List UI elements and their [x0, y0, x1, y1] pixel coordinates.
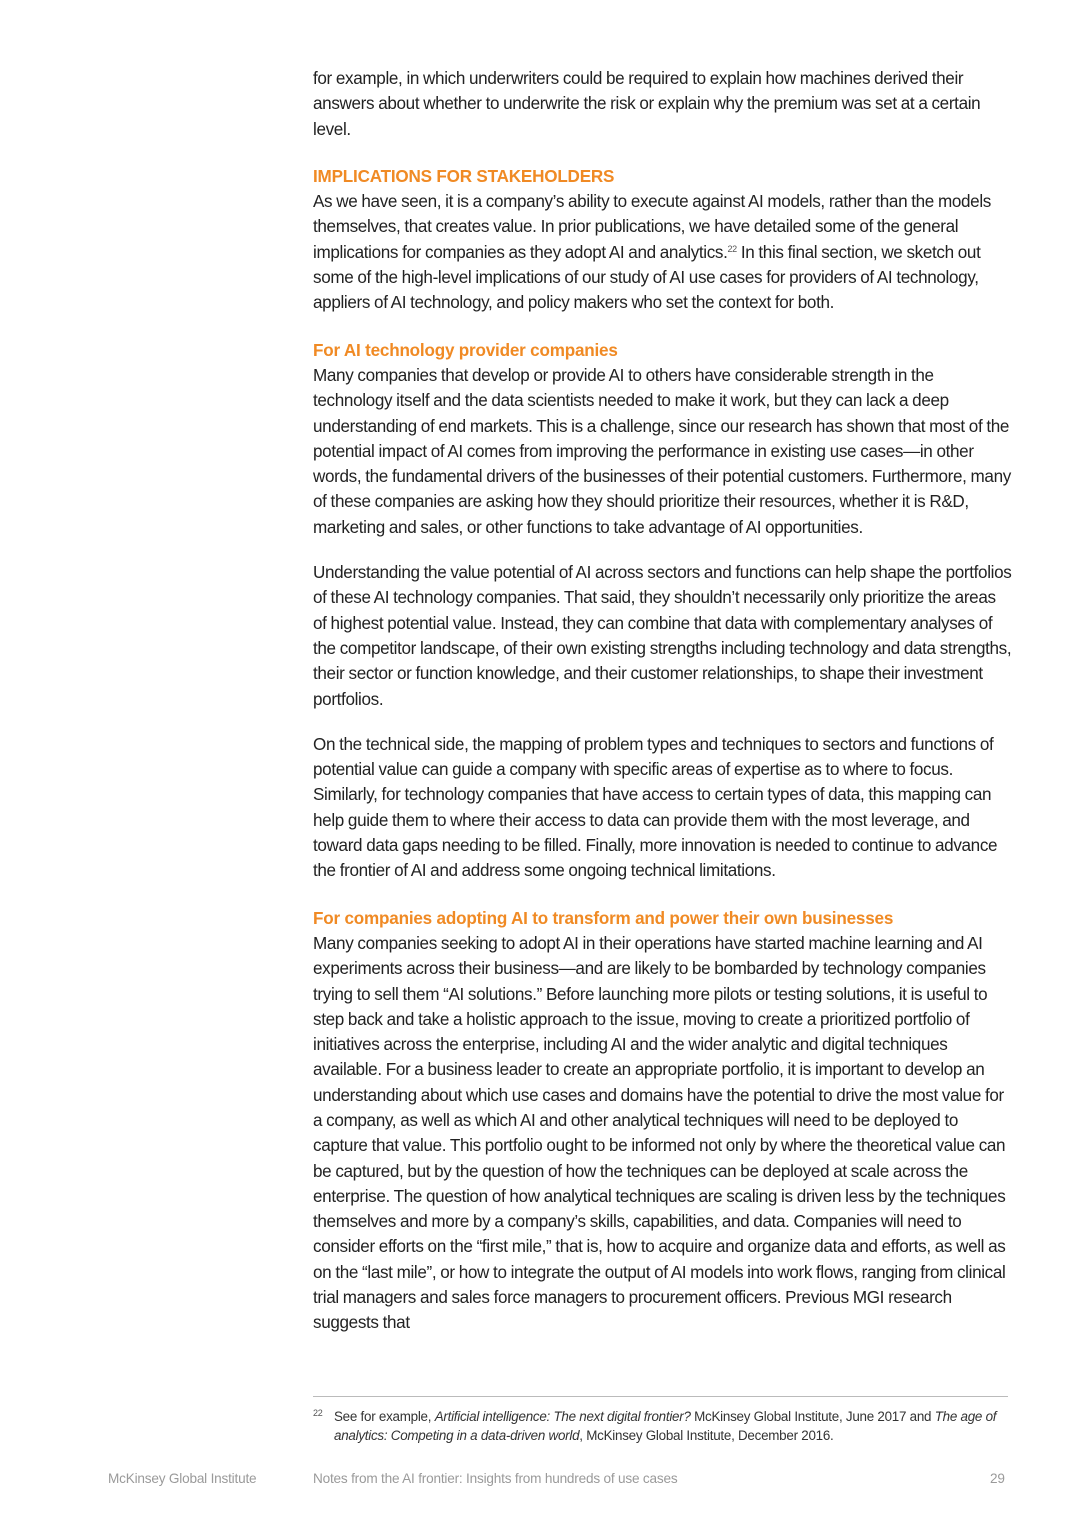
footnote-segment: , McKinsey Global Institute, December 2016. [579, 1428, 834, 1443]
footnote-text [334, 1407, 1013, 1445]
footnote [313, 1407, 1013, 1445]
section-heading-implications: IMPLICATIONS FOR STAKEHOLDERS [313, 166, 615, 186]
footer-report-title: Notes from the AI frontier: Insights from hundreds of use cases [313, 1471, 678, 1486]
footnote-citation-title: Artificial intelligence: The next digital frontier? [434, 1409, 691, 1424]
page-number: 29 [990, 1471, 1005, 1486]
subheading-providers: For AI technology provider companies [313, 340, 618, 360]
main-text-column [313, 66, 1013, 1336]
footnote-divider [313, 1396, 1008, 1397]
footer-publisher: McKinsey Global Institute [108, 1471, 257, 1486]
footnote-citation-title: The age of analytics: Competing in a data-driven world [334, 1409, 997, 1443]
paragraph-providers-3: On the technical side, the mapping of problem types and techniques to sectors and functions of potential value can guide a company with specific areas of expertise as to where to focus. Similarly, for technology companies that have access to certain types of data, this mapping can help guide them to where their access to data can provide them with the most leverage, and toward data gaps needing to be filled. Finally, more innovation is needed to continue to advance the frontier of AI and address some ongoing technical limitations. [313, 734, 998, 881]
paragraph-text: As we have seen, it is a company’s ability to execute against AI models, rather than the models themselves, that creates value. In prior publications, we have detailed some of the general implications for companies as they adopt AI and analytics. [313, 192, 991, 262]
footnote-number: 22 [313, 1408, 323, 1418]
footnote-ref-22[interactable]: 22 [727, 243, 737, 254]
paragraph-intro: for example, in which underwriters could be required to explain how machines derived their answers about whether to underwrite the risk or explain why the premium was set at a certain level. [313, 69, 981, 139]
footnote-segment: McKinsey Global Institute, June 2017 and [690, 1409, 935, 1424]
paragraph-text: In this final section, we sketch out some of the high-level implications of our study of AI use cases for providers of AI technology, appliers of AI technology, and policy makers who set the context for both. [313, 242, 981, 313]
paragraph-providers-2: Understanding the value potential of AI across sectors and functions can help shape the portfolios of these AI technology companies. That said, they shouldn’t necessarily only prioritize the areas of highest potential value. Instead, they can combine that data with complementary analyses of the competitor landscape, of their own existing strengths including technology and data strengths, their sector or function knowledge, and their customer relationships, to shape their investment portfolios. [313, 563, 1012, 709]
paragraph-providers-1: Many companies that develop or provide AI to others have considerable strength in the technology itself and the data scientists needed to make it work, but they can lack a deep understanding of end markets. This is a challenge, since our research has shown that most of the potential impact of AI comes from improving the performance in existing use cases—in other words, the fundamental drivers of the businesses of their potential customers. Furthermore, many of these companies are asking how they should prioritize their resources, whether it is R&D, marketing and sales, or other functions to take advantage of AI opportunities. [313, 365, 1011, 537]
paragraph-adopters: Many companies seeking to adopt AI in their operations have started machine learning and AI experiments across their business—and are likely to be bombarded by technology companies trying to sell them “AI solutions.” Before launching more pilots or testing solutions, it is useful to step back and take a holistic approach to the issue, moving to create a prioritized portfolio of initiatives across the enterprise, including AI and the wider analytic and digital techniques available. For a business leader to create an appropriate portfolio, it is important to develop an understanding about which use cases and domains have the potential to drive the most value for a company, as well as which AI and other analytical techniques will need to be deployed to capture that value. This portfolio ought to be informed not only by where the theoretical value can be captured, but by the question of how the techniques can be deployed at scale across the enterprise. The question of how analytical techniques are scaling is driven less by the techniques themselves and more by a company’s skills, capabilities, and data. Companies will need to consider efforts on the “first mile,” that is, how to acquire and organize data and efforts, as well as on the “last mile”, or how to integrate the output of AI models into work flows, ranging from clinical trial managers and sales force managers to procurement officers. Previous MGI research suggests that [313, 933, 1006, 1333]
subheading-adopters: For companies adopting AI to transform and power their own businesses [313, 908, 894, 928]
footnote-segment: See for example, [334, 1409, 435, 1424]
paragraph-implications [313, 189, 1013, 315]
